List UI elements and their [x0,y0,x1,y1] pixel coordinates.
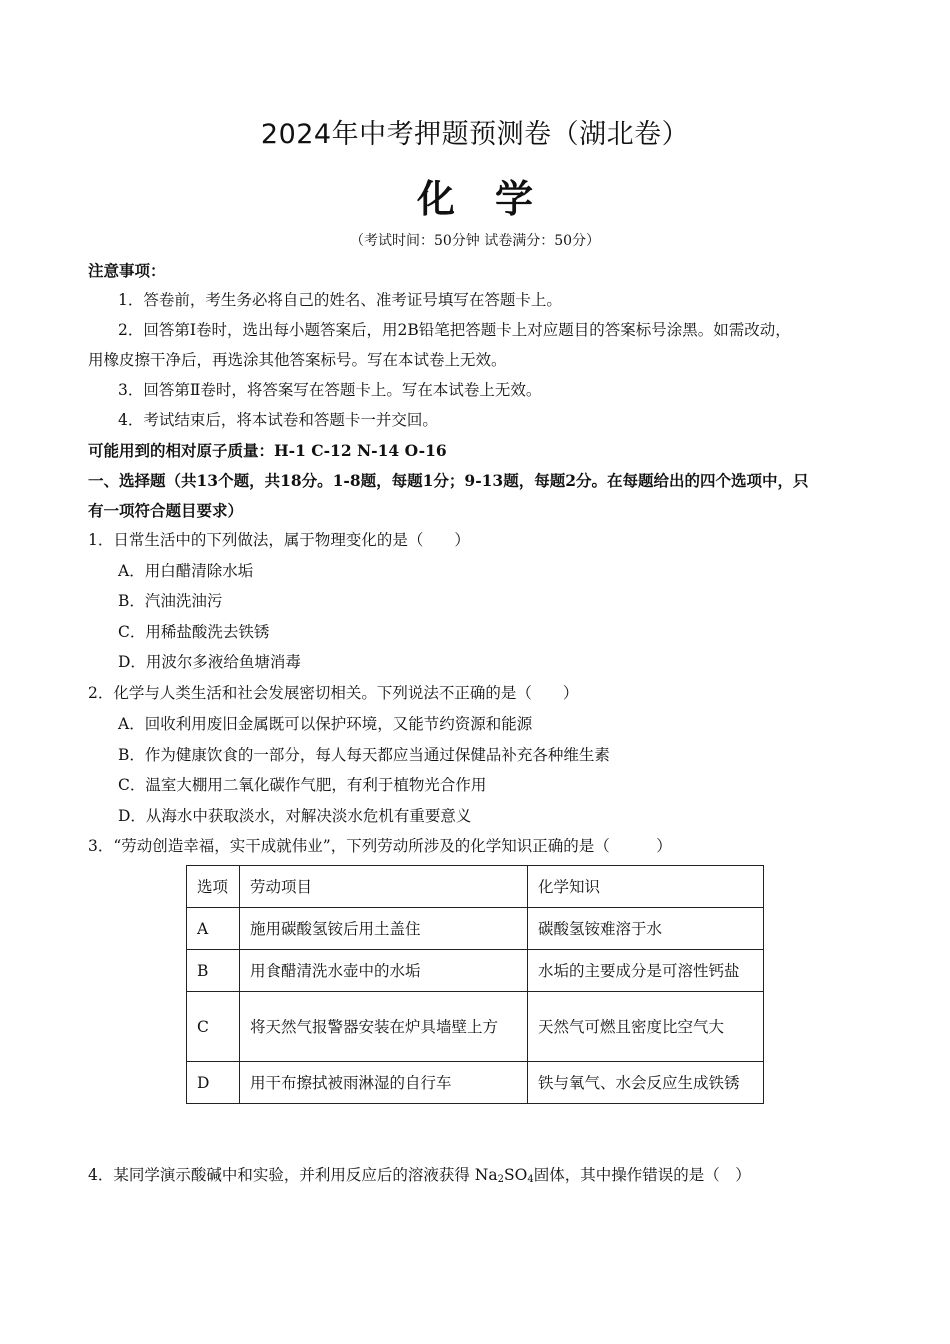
table-cell: 水垢的主要成分是可溶性钙盐 [528,950,764,992]
question-option: A．回收利用废旧金属既可以保护环境，又能节约资源和能源 [118,715,533,733]
exam-info: （考试时间：50分钟 试卷满分：50分） [349,233,601,249]
q4-prefix: 4．某同学演示酸碱中和实验，并利用反应后的溶液获得 [88,1166,475,1184]
table-header-cell: 劳动项目 [240,866,528,908]
question-option: C．温室大棚用二氧化碳作气肥，有利于植物光合作用 [118,776,487,794]
table-cell: 将天然气报警器安装在炉具墙壁上方 [240,992,528,1062]
question-option: D．用波尔多液给鱼塘消毒 [118,653,301,671]
question-option: A．用白醋清除水垢 [118,562,254,580]
question-stem-4 [88,1165,751,1190]
labor-knowledge-table [186,865,764,1104]
q4-suffix: 固体，其中操作错误的是（ ） [533,1166,751,1184]
question-stem: 3．“劳动创造幸福，实干成就伟业”，下列劳动所涉及的化学知识正确的是（ ） [88,837,672,855]
table-cell: 碳酸氢铵难溶于水 [528,908,764,950]
table-cell: 天然气可燃且密度比空气大 [528,992,764,1062]
page-title: 2024年中考押题预测卷（湖北卷） [260,119,690,150]
table-row [187,950,764,992]
question-option: B．汽油洗油污 [118,592,223,610]
note-item: 3．回答第Ⅱ卷时，将答案写在答题卡上。写在本试卷上无效。 [118,381,542,399]
table-cell: C [187,992,240,1062]
note-item: 4．考试结束后，将本试卷和答题卡一并交回。 [118,411,438,429]
table-cell: 用食醋清洗水壶中的水垢 [240,950,528,992]
question-option: D．从海水中获取淡水，对解决淡水危机有重要意义 [118,807,472,825]
formula-na: Na [474,1166,498,1184]
table-cell: 施用碳酸氢铵后用土盖住 [240,908,528,950]
question-stem: 1．日常生活中的下列做法，属于物理变化的是（ ） [88,531,470,549]
formula-so: SO [503,1166,528,1184]
note-item: 用橡皮擦干净后，再选涂其他答案标号。写在本试卷上无效。 [88,351,507,369]
notes-heading: 注意事项： [88,261,166,280]
question-stem: 2．化学与人类生活和社会发展密切相关。下列说法不正确的是（ ） [88,684,579,702]
table-header-cell: 化学知识 [528,866,764,908]
table-cell: B [187,950,240,992]
table-cell: D [187,1062,240,1104]
table-row [187,908,764,950]
subject-title: 化学 [416,177,573,221]
table-cell: 用干布擦拭被雨淋湿的自行车 [240,1062,528,1104]
question-option: B．作为健康饮食的一部分，每人每天都应当通过保健品补充各种维生素 [118,746,610,764]
question-option: C．用稀盐酸洗去铁锈 [118,623,270,641]
formula-subscript: 2 [497,1174,504,1185]
table-cell: 铁与氧气、水会反应生成铁锈 [528,1062,764,1104]
table-header-row [187,866,764,908]
section-heading: 一、选择题（共13个题，共18分。1-8题，每题1分；9-13题，每题2分。在每题给出的四个选项中，只 [88,471,809,490]
atomic-masses: 可能用到的相对原子质量：H-1 C-12 N-14 O-16 [88,441,447,460]
section-heading-cont: 有一项符合题目要求） [88,501,244,520]
note-item: 1．答卷前，考生务必将自己的姓名、准考证号填写在答题卡上。 [118,291,562,309]
table-row [187,1062,764,1104]
formula-subscript: 4 [527,1174,534,1185]
table-cell: A [187,908,240,950]
table-row [187,992,764,1062]
note-item: 2．回答第Ⅰ卷时，选出每小题答案后，用2B铅笔把答题卡上对应题目的答案标号涂黑。如需改动， [118,321,791,339]
table-header-cell: 选项 [187,866,240,908]
